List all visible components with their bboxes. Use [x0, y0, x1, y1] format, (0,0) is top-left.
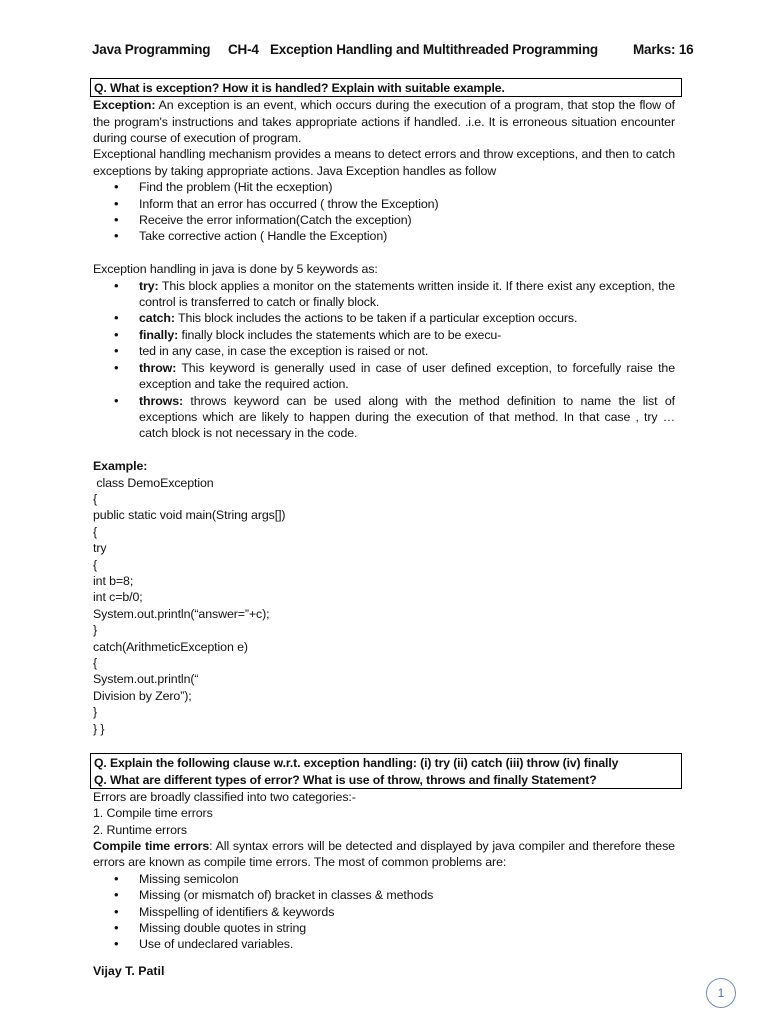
question-box-2: [90, 753, 682, 788]
example-label: Example:: [93, 459, 148, 474]
keyword-text: This block includes the actions to be taken if a particular exception occurs.: [174, 311, 578, 326]
handling-steps-list: [93, 179, 675, 245]
list-item: • Inform that an error has occurred ( throw the Exception): [139, 196, 675, 212]
list-item: [139, 343, 675, 359]
keyword-text: throws keyword can be used along with the method definition to name the list of exceptions which are likely to happen during the execution of that method. In that case , try … catch block is not necessary in the code.: [139, 393, 675, 441]
code-line: {: [93, 491, 98, 506]
definition-term: Exception:: [93, 98, 156, 113]
keyword-text: This keyword is generally used in case of user defined exception, to forcefully raise the exception and take the required action.: [139, 360, 675, 392]
keywords-list: [93, 278, 675, 442]
list-item: • Use of undeclared variables.: [139, 936, 675, 952]
question-2b: Q. What are different types of error? What is use of throw, throws and finally Statement?: [94, 772, 597, 787]
code-line: {: [93, 524, 98, 539]
list-item: • Missing semicolon: [139, 871, 675, 887]
list-item: • Missing (or mismatch of) bracket in classes & methods: [139, 887, 675, 903]
list-item: • Receive the error information(Catch the exception): [139, 212, 675, 228]
page-number: 1: [706, 978, 736, 1008]
header-subject: Java Programming: [92, 42, 211, 57]
code-line: catch(ArithmeticException e): [93, 639, 248, 654]
code-line: }: [93, 705, 98, 720]
keywords-intro: Exception handling in java is done by 5 keywords as:: [93, 262, 378, 277]
list-item: • Take corrective action ( Handle the Exception): [139, 228, 675, 244]
header-topic: Exception Handling and Multithreaded Programming: [270, 42, 598, 57]
code-line: Division by Zero”);: [93, 688, 192, 703]
mechanism-paragraph: Exceptional handling mechanism provides a means to detect errors and throw exceptions, and then to catch exceptions by taking appropriate actions. Java Exception handles as follow: [93, 147, 675, 178]
list-item: [139, 327, 675, 343]
code-line: class DemoException: [93, 475, 214, 490]
list-item: • Find the problem (Hit the ecxeption): [139, 179, 675, 195]
header-chapter: CH-4: [228, 42, 259, 57]
list-item: • Missing double quotes in string: [139, 920, 675, 936]
question-1: Q. What is exception? How it is handled? Explain with suitable example.: [94, 81, 505, 95]
common-problems-list: [93, 871, 675, 953]
exception-definition: [93, 97, 675, 146]
keyword-text: This block applies a monitor on the statements written inside it. If there exist any exception, the control is transferred to catch or finally block.: [139, 278, 675, 310]
code-line: int c=b/0;: [93, 590, 143, 605]
code-line: System.out.println(“: [93, 672, 199, 687]
code-line: {: [93, 557, 98, 572]
list-item: [139, 393, 675, 442]
keyword-term: try:: [139, 278, 159, 293]
keyword-text: finally block includes the statements which are to be execu-: [178, 327, 502, 342]
compile-term: Compile time errors: [93, 839, 210, 854]
header-marks: Marks: 16: [633, 42, 694, 57]
list-item: [139, 360, 675, 393]
code-line: {: [93, 655, 98, 670]
error-category: 2. Runtime errors: [93, 822, 188, 837]
question-2a: Q. Explain the following clause w.r.t. exception handling: (i) try (ii) catch (iii) throw (iv) finally: [94, 756, 619, 771]
document-body: [93, 78, 675, 953]
page-header: [92, 42, 702, 62]
keyword-text: ted in any case, in case the exception is raised or not.: [139, 344, 429, 359]
code-line: }: [93, 623, 98, 638]
code-line: } }: [93, 721, 105, 736]
compile-text: : All syntax errors will be detected and displayed by java compiler and therefore these errors are known as compile time errors. The most of common problems are:: [93, 839, 675, 870]
definition-text: An exception is an event, which occurs during the execution of a program, that stop the flow of the program's instructions and takes appropriate actions if handled. .i.e. It is erroneous situation encounter during course of execution of program.: [93, 98, 675, 146]
list-item: [139, 278, 675, 311]
list-item: [139, 310, 675, 326]
keyword-term: throw:: [139, 360, 177, 375]
code-line: int b=8;: [93, 573, 134, 588]
code-example: [93, 475, 675, 738]
code-line: System.out.println(“answer=”+c);: [93, 606, 270, 621]
errors-intro: Errors are broadly classified into two categories:-: [93, 789, 356, 804]
error-category: 1. Compile time errors: [93, 806, 213, 821]
code-line: try: [93, 541, 107, 556]
compile-time-paragraph: [93, 838, 675, 871]
keyword-term: finally:: [139, 327, 179, 342]
list-item: • Misspelling of identifiers & keywords: [139, 904, 675, 920]
code-line: public static void main(String args[]): [93, 508, 286, 523]
question-box-1: [90, 78, 682, 97]
author-name: Vijay T. Patil: [93, 964, 165, 978]
keyword-term: catch:: [139, 311, 175, 326]
keyword-term: throws:: [139, 393, 184, 408]
